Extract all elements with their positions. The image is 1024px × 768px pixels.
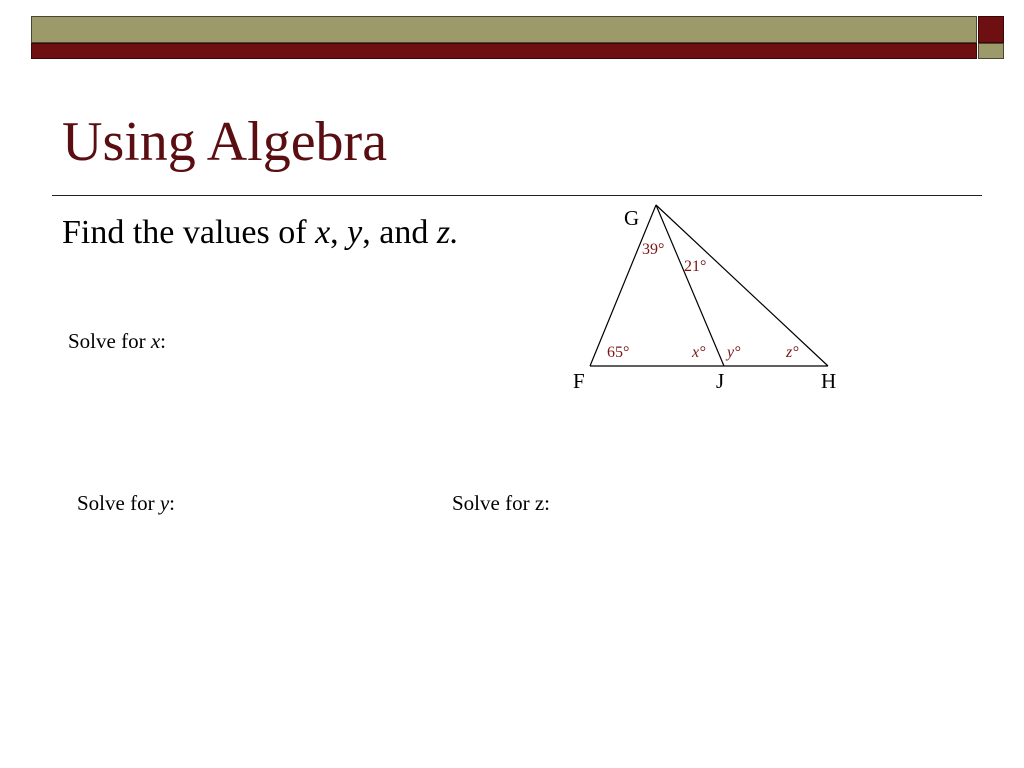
prompt-var-y: y (347, 214, 363, 251)
angle-label-39: 39° (642, 241, 665, 258)
solve-x-text: Solve for (68, 329, 151, 353)
solve-for-x-label (68, 330, 166, 353)
angle-label-z: z° (786, 344, 799, 361)
header-corner-olive (978, 43, 1004, 59)
header-bar-maroon (31, 43, 977, 59)
prompt-var-z: z. (436, 214, 459, 251)
vertex-label-g: G (624, 206, 640, 230)
solve-y-colon: : (169, 491, 175, 515)
solve-x-colon: : (160, 329, 166, 353)
angle-label-65: 65° (607, 344, 630, 361)
angle-label-y: y° (727, 344, 741, 361)
solve-z-text: Solve for z: (452, 491, 550, 515)
vertex-label-h: H (821, 369, 837, 393)
title-divider (52, 195, 982, 196)
angle-label-21: 21° (684, 258, 707, 275)
prompt-sep-1: , (330, 214, 348, 251)
solve-y-text: Solve for (77, 491, 160, 515)
segment-gf (590, 205, 656, 366)
problem-prompt (62, 214, 459, 251)
prompt-var-x: x (315, 214, 331, 251)
solve-for-z-label (452, 492, 550, 515)
segment-gh (656, 205, 828, 366)
vertex-label-f: F (573, 369, 585, 393)
solve-for-y-label (77, 492, 175, 515)
solve-y-var: y (159, 491, 170, 515)
solve-x-var: x (150, 329, 161, 353)
angle-label-x: x° (692, 344, 706, 361)
prompt-text: Find the values of (62, 214, 316, 251)
slide-title: Using Algebra (62, 111, 388, 173)
prompt-sep-2: , and (362, 214, 437, 251)
header-corner-maroon (978, 16, 1004, 43)
vertex-label-j: J (716, 369, 725, 393)
segment-gj (656, 205, 724, 366)
triangle-figure (560, 200, 860, 400)
header-bar-olive (31, 16, 977, 43)
